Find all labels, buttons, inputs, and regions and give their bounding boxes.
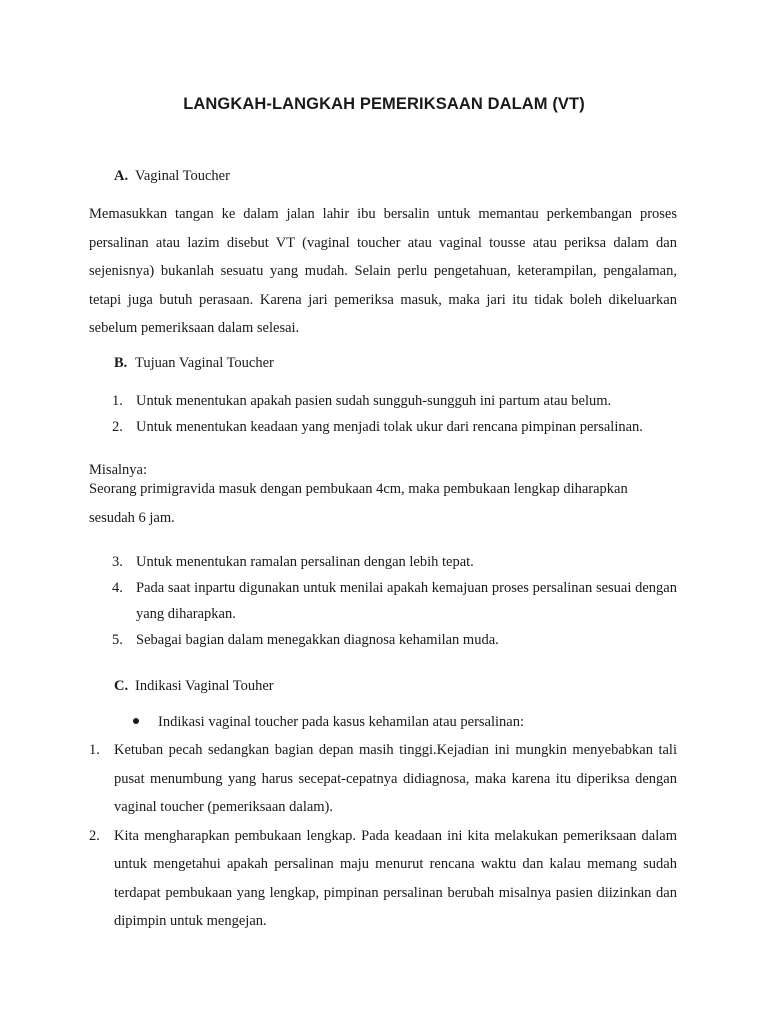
list-item-number: 1. <box>89 742 100 758</box>
section-a-title: Vaginal Toucher <box>135 168 230 184</box>
section-b-heading <box>114 355 274 372</box>
list-item-number: 4. <box>112 580 123 596</box>
bullet-icon <box>133 718 139 724</box>
list-item-text: Untuk menentukan ramalan persalinan dengan lebih tepat. <box>136 554 474 570</box>
section-a-heading <box>114 168 230 185</box>
list-item <box>89 736 677 822</box>
list-item-text: Untuk menentukan apakah pasien sudah sungguh-sungguh ini partum atau belum. <box>136 393 612 409</box>
list-item-text: Pada saat inpartu digunakan untuk menilai apakah kemajuan proses persalinan sesuai dengan yang diharapkan. <box>136 580 677 622</box>
list-item <box>89 388 677 414</box>
list-item-number: 2. <box>89 827 100 844</box>
list-item <box>89 575 677 627</box>
list-item <box>89 627 677 653</box>
document-title: LANGKAH-LANGKAH PEMERIKSAAN DALAM (VT) <box>183 95 585 113</box>
section-c-bullet <box>133 714 524 731</box>
section-c-list <box>89 736 677 936</box>
list-item <box>89 414 677 440</box>
section-b-list-second <box>89 549 677 653</box>
list-item-number: 1. <box>112 393 123 409</box>
section-c-heading <box>114 678 274 695</box>
example-text: Seorang primigravida masuk dengan pembukaan 4cm, maka pembukaan lengkap diharapkan sesudah 6 jam. <box>89 481 628 526</box>
section-b-letter: B. <box>114 355 128 371</box>
list-item <box>89 549 677 575</box>
bullet-text: Indikasi vaginal toucher pada kasus kehamilan atau persalinan: <box>158 714 524 730</box>
list-item-text: Sebagai bagian dalam menegakkan diagnosa kehamilan muda. <box>136 632 499 648</box>
section-a-paragraph: Memasukkan tangan ke dalam jalan lahir ibu bersalin untuk memantau perkembangan proses persalinan atau lazim disebut VT (vaginal toucher atau vaginal tousse atau periksa dalam dan sejenisnya) bukanlah sesuatu yang mudah. Selain perlu pengetahuan, keterampilan, pengalaman, tetapi juga butuh perasaan. Karena jari pemeriksa masuk, maka jari itu tidak boleh dikeluarkan sebelum pemeriksaan dalam selesai. <box>89 206 677 336</box>
section-c-title: Indikasi Vaginal Touher <box>135 678 274 694</box>
list-item-number: 2. <box>112 419 123 435</box>
list-item-text: Ketuban pecah sedangkan bagian depan masih tinggi.Kejadian ini mungkin menyebabkan tali pusat menumbung yang harus secepat-cepatnya didiagnosa, maka karena itu diperiksa dengan vaginal toucher (pemeriksaan dalam). <box>114 742 677 815</box>
list-item-number: 3. <box>112 554 123 570</box>
list-item-text: Untuk menentukan keadaan yang menjadi tolak ukur dari rencana pimpinan persalinan. <box>136 419 643 435</box>
list-item-text: Kita mengharapkan pembukaan lengkap. Pada keadaan ini kita melakukan pemeriksaan dalam untuk mengetahui apakah persalinan maju menurut rencana waktu dan kalau memang sudah terdapat pembukaan yang lengkap, pimpinan persalinan berubah misalnya pasien diizinkan dan dipimpin untuk mengejan. <box>114 827 677 929</box>
list-item <box>89 822 677 936</box>
section-c-letter: C. <box>114 678 129 694</box>
section-a-letter: A. <box>114 168 129 184</box>
section-b-list-first <box>89 388 677 440</box>
example-label: Misalnya: <box>89 462 147 478</box>
list-item-number: 5. <box>112 632 123 648</box>
section-b-title: Tujuan Vaginal Toucher <box>135 355 274 371</box>
